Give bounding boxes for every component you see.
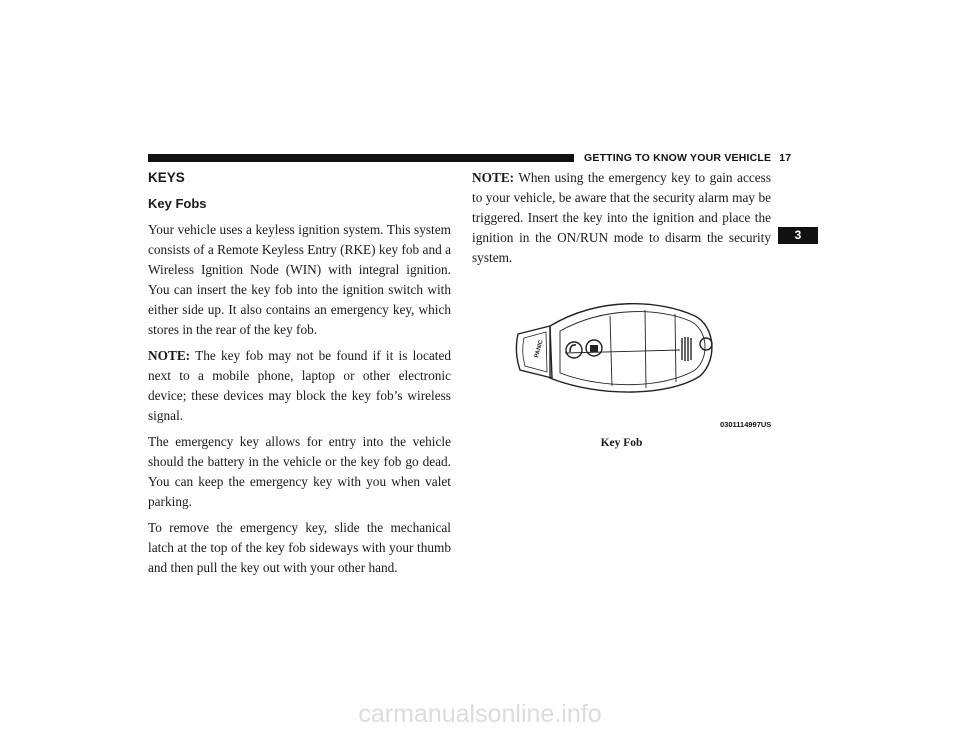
- chapter-tab: 3: [778, 227, 818, 244]
- figure-code: 0301114997US: [720, 420, 772, 429]
- watermark: carmanualsonline.info: [358, 700, 602, 728]
- note-label: NOTE:: [148, 348, 191, 363]
- page-number: 17: [779, 152, 792, 164]
- lanyard-ring: [700, 338, 712, 350]
- note-paragraph: [148, 346, 451, 426]
- header-section-title: GETTING TO KNOW YOUR VEHICLE: [584, 152, 772, 164]
- running-header: [584, 152, 791, 164]
- right-column: [472, 168, 771, 274]
- header-rule: [148, 154, 574, 162]
- note-text: The key fob may not be found if it is located next to a mobile phone, laptop or other electronic device; these devices may block the key fob’s wireless signal.: [148, 348, 451, 423]
- alarm-note-text: When using the emergency key to gain access to your vehicle, be aware that the security alarm may be triggered. Insert the key into the ignition and place the ignition in the ON/RUN mode to disarm the security system.: [472, 170, 771, 265]
- left-column: [148, 168, 451, 584]
- panic-label: PANIC: [534, 339, 545, 359]
- key-fob-illustration: [510, 298, 722, 398]
- alarm-note-label: NOTE:: [472, 170, 515, 185]
- subsection-heading: Key Fobs: [148, 196, 207, 211]
- intro-paragraph: Your vehicle uses a keyless ignition system. This system consists of a Remote Keyless Entry (RKE) key fob and a Wireless Ignition Node (WIN) with integral ignition. You can insert the key fob into the ignition switch with either side up. It also contains an emergency key, which stores in the rear of the key fob.: [148, 222, 451, 337]
- alarm-note-paragraph: [472, 168, 771, 268]
- figure-caption: Key Fob: [600, 437, 643, 449]
- section-heading: KEYS: [148, 170, 185, 185]
- emergency-key-paragraph: The emergency key allows for entry into the vehicle should the battery in the vehicle or the key fob go dead. You can keep the emergency key with you when valet parking.: [148, 434, 451, 509]
- remove-key-paragraph: To remove the emergency key, slide the mechanical latch at the top of the key fob sideways with your thumb and then pull the key out with your other hand.: [148, 520, 451, 575]
